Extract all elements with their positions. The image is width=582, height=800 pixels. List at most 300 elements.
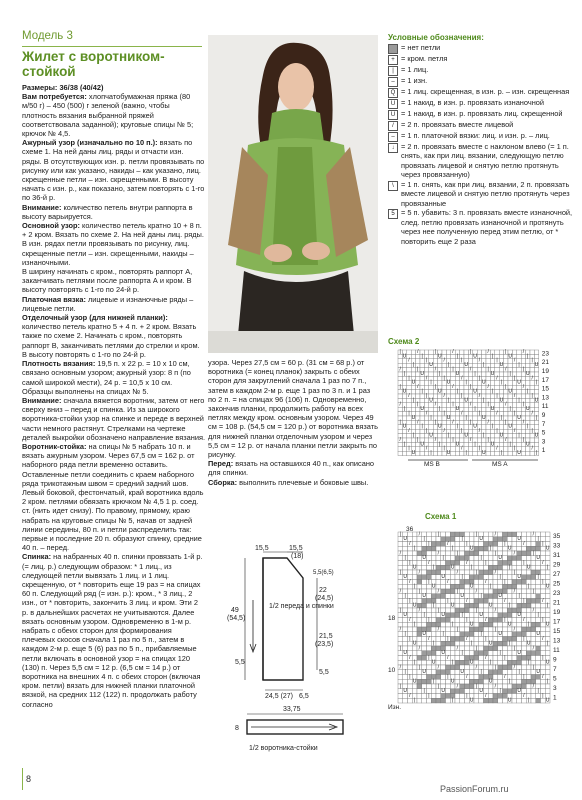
chart-cell [460,438,464,442]
legend-items [388,43,573,247]
chart-cell [503,622,508,627]
chart-cell [473,451,477,455]
chart-cell [512,593,520,599]
chart-cell-symbol: / [417,419,419,426]
chart-cell [479,641,484,646]
chart-cell-symbol: / [513,626,516,633]
chart-cell-symbol: U [403,688,407,694]
chart-cell [486,451,490,455]
chart-cell-symbol: U [517,450,521,457]
chart-cell [455,632,460,637]
chart-cell [451,407,455,411]
chart-cell [460,689,465,694]
chart-cell [431,689,436,694]
chart-cell [479,580,484,585]
chart-cell-symbol: | [480,669,482,675]
chart-cell-symbol: | [532,588,535,595]
chart-cell-symbol: U [455,406,460,413]
chart-cell-symbol: U [464,397,469,404]
chart-cell [517,565,522,570]
chart-cell-symbol: | [537,688,539,694]
chart-cell [429,354,433,358]
chart-cell-symbol: / [542,597,544,604]
chart-cell [427,684,432,689]
chart-cell-symbol: | [461,392,463,399]
measure-24-5-27: 24,5 (27) [265,693,294,700]
chart-cell [398,694,403,699]
chart-cell-symbol: / [496,375,498,382]
chart-cell [484,583,492,590]
chart-cell [536,599,541,604]
chart-cell [460,451,464,455]
chart-cell [441,698,446,703]
chart-cell [403,546,408,551]
chart-cell-symbol: U [441,688,445,694]
chart-cell [530,438,534,442]
chart-cell [526,376,530,380]
chart-cell [526,556,531,561]
chart-cell [504,359,508,363]
chart-cell [441,594,446,599]
chart-cell-symbol: U [498,555,502,561]
chart-cell-symbol: U [507,545,512,552]
chart-cell [465,608,470,613]
chart-cell [403,656,408,661]
chart-cell [455,612,463,618]
chart-cell-symbol: / [485,654,487,661]
chart-cell-symbol: U [460,669,464,675]
chart-cell [446,561,451,566]
chart-cell [442,398,446,402]
chart-cell [517,622,522,627]
chart-cell-symbol: U [525,406,530,413]
chart-cell-symbol: | [518,669,520,675]
chart-cell [465,656,470,661]
chart-cell-symbol: | [504,616,506,623]
chart-cell [503,551,508,556]
chart-cell [521,390,525,394]
chart-cell [407,381,411,385]
chart-cell-symbol: | [518,362,520,369]
chart-cell [484,627,489,632]
chart-cell [427,532,432,537]
chart-cell [465,570,470,575]
schema-1-bottom-label: Изн. [388,704,402,711]
row-number-label: 13 [541,394,550,402]
chart-cell [398,376,402,380]
chart-cell-symbol: | [513,375,516,382]
sizes-text: Размеры: 36/38 (40/42) [22,83,104,92]
chart-cell-symbol: U [412,602,417,609]
chart-cell [455,381,459,385]
chart-cell [536,641,541,646]
chart-cell [499,425,503,429]
chart-cell [450,594,455,599]
legend-symbol-icon: U [388,110,398,120]
chart-cell [484,565,489,570]
chart-cell-symbol: | [423,612,425,618]
chart-cell-symbol: | [474,441,476,448]
chart-cell [526,532,531,537]
chart-cell [517,641,522,646]
row-number-label: 35 [553,532,561,540]
chart-cell [417,542,422,547]
chart-cell [441,542,446,547]
chart-cell-symbol: | [505,384,507,391]
chart-cell [486,442,490,446]
chart-cell-symbol: | [475,607,478,614]
chart-cell [526,594,531,599]
chart-cell [398,580,403,585]
chart-cell [398,359,402,363]
chart-cell-symbol: | [527,388,529,395]
legend-item [388,54,573,65]
measure-24-5: (24,5) [315,595,334,602]
chart-cell [464,354,468,358]
chart-cell-symbol: | [470,640,473,647]
chart-cell-symbol: | [432,640,435,647]
model-photo-illustration [208,35,378,353]
chart-cell [507,589,512,594]
chart-cell [412,651,417,656]
chart-cell-symbol: | [518,593,520,599]
chart-cell [517,580,522,585]
chart-cell [398,631,406,637]
chart-cell [522,575,527,580]
chart-cell [446,613,451,618]
chart-cell [468,394,472,398]
chart-cell-symbol: U [441,574,445,580]
chart-cell [424,350,428,354]
legend-symbol-icon: / [388,121,398,131]
chart-cell-symbol: | [418,664,421,671]
chart-cell-symbol: U [479,612,483,618]
chart-cell [503,584,508,589]
chart-cell-symbol: | [546,602,549,609]
chart-cell-symbol: | [434,348,437,355]
chart-cell [541,646,546,651]
chart-cell [441,670,446,675]
row-number-label: 25 [553,580,561,588]
chart-cell-symbol: | [447,597,449,604]
chart-cell [498,637,503,642]
chart-cell [455,536,463,542]
chart-cell [460,546,465,551]
chart-cell [412,551,417,556]
chart-cell [517,597,525,604]
chart-cell [427,670,432,675]
chart-cell-symbol: / [428,635,430,642]
chart-cell [469,651,474,656]
chart-cell [474,555,482,561]
chart-cell-symbol: U [441,650,445,656]
chart-cell [490,381,494,385]
chart-cell-symbol: / [522,419,525,426]
chart-cell-symbol: | [522,401,525,408]
chart-cell [446,665,451,670]
chart-cell [479,679,484,684]
chart-cell [422,599,427,604]
chart-cell [531,536,539,542]
chart-cell-symbol: / [437,664,440,671]
chart-cell [493,584,498,589]
chart-cell-symbol: U [412,678,417,685]
chart-cell-symbol: U [490,370,495,377]
chart-cell [503,546,508,551]
chart-cell [482,350,486,354]
chart-cell [522,665,527,670]
chart-cell [498,540,506,547]
legend-symbol-icon: | [388,66,398,76]
chart-cell [422,570,427,575]
legend-item [388,120,573,131]
chart-cell-symbol: / [487,384,489,391]
chart-cell [526,398,530,402]
chart-cell [479,584,484,589]
chart-cell [411,420,415,424]
assembly-text: выполнить плечевые и боковые швы. [239,477,369,487]
chart-cell-symbol: | [513,410,516,417]
chart-cell [498,561,503,566]
chart-cell-symbol: / [542,673,544,680]
chart-cell [460,551,465,556]
chart-cell [398,613,403,618]
chart-cell-symbol: | [532,664,535,671]
chart-cell [450,632,455,637]
chart-cell [469,627,474,632]
chart-cell [438,447,442,451]
chart-cell [484,589,489,594]
chart-cell-symbol: | [451,545,454,552]
chart-cell [460,403,464,407]
chart-cell [498,608,503,613]
chart-cell [469,570,474,575]
legend-text: = 1 лиц. [401,64,429,74]
chart-cell-symbol: | [531,357,533,364]
chart-cell [424,381,428,385]
chart-cell [398,407,402,411]
chart-cell [455,398,459,402]
chart-cell [411,390,415,394]
chart-cell [455,698,460,703]
chart-cell [460,416,464,420]
chart-cell [468,359,472,363]
chart-cell [495,381,499,385]
chart-cell [479,546,484,551]
legend-text: = 2 п. провязать вместе лицевой [401,119,514,129]
chart-cell [442,350,446,354]
chart-cell [531,622,536,627]
chart-cell-symbol: | [461,428,463,435]
chart-cell [526,546,531,551]
chart-cell-symbol: | [442,631,444,637]
chart-cell [417,651,422,656]
chart-cell [441,589,446,594]
legend-text: = 1 накид, в изн. р. провязать изнаночной [401,97,545,107]
chart-cell-symbol: | [412,432,415,439]
chart-cell [420,398,424,402]
chart-cell [477,434,481,438]
chart-cell [512,689,517,694]
chart-cell [469,608,474,613]
chart-cell-symbol: U [402,353,407,360]
chart-cell [431,589,436,594]
chart-cell [431,646,436,651]
chart-cell [534,420,538,424]
chart-cell [504,407,508,411]
chart-cell [403,584,408,589]
chart-cell [431,556,436,561]
chart-cell [441,584,446,589]
legend-item [388,180,573,209]
chart-cell [536,616,544,623]
chart-cell-symbol: | [432,678,435,685]
chart-cell [473,416,477,420]
chart-cell [493,675,498,680]
chart-cell-symbol: / [409,578,411,585]
chart-cell [422,584,427,589]
chart-cell-symbol: | [412,362,415,369]
chart-cell-symbol: | [404,593,406,599]
chart-cell-symbol: | [421,423,423,430]
chart-cell-symbol: | [500,450,503,457]
chart-cell [446,532,451,537]
chart-cell [530,350,534,354]
chart-cell-symbol: | [504,578,506,585]
chart-cell-symbol: U [507,621,512,628]
chart-cell [531,694,536,699]
chart-cell [508,363,512,367]
chart-cell [534,390,538,394]
chart-cell [438,398,442,402]
chart-cell [424,451,428,455]
chart-cell [521,407,525,411]
chart-cell [427,622,432,627]
chart-cell [460,692,468,699]
chart-cell [474,580,479,585]
chart-cell-symbol: / [408,357,410,364]
chart-cell [473,434,477,438]
chart-cell [446,659,454,666]
chart-cell [484,532,489,537]
chart-cell [512,532,517,537]
measure-54-5: (54,5) [227,615,246,622]
chart-cell [522,546,527,551]
chart-cell-symbol: / [447,654,449,661]
chart-cell [455,394,459,398]
chart-cell [545,532,550,537]
row-number-label: 27 [553,570,561,578]
chart-cell-symbol: U [517,414,521,421]
lace-pattern-text: вязать по схеме 1. На ней даны лиц. ряды и отчасти изн. ряды. В отсутствующих изн. р. петли провязывать по рисунку или как указано, накиды – как указано, лиц. скрещенные петли – изн. скрещенными. В высоту начать с изн. р., как показано, затем повторять с 1-го по 36-й р. [22,138,205,203]
chart-cell [427,678,435,685]
chart-cell [521,394,525,398]
chart-cell-symbol: / [409,540,411,547]
chart-cell [517,403,521,407]
chart-cell [398,429,402,433]
chart-cell [486,394,490,398]
chart-cell [402,394,406,398]
chart-cell [431,594,436,599]
chart-cell [531,637,536,642]
chart-cell [408,551,413,556]
chart-cell-symbol: | [496,392,498,399]
chart-cell [436,698,441,703]
chart-cell-symbol: | [489,545,492,552]
chart-cell [477,368,481,372]
chart-cell [431,537,436,542]
chart-cell-symbol: | [535,414,538,421]
chart-cell [517,425,521,429]
chart-cell [422,565,427,570]
chart-cell [431,618,436,623]
chart-cell-symbol: | [499,650,501,656]
chart-cell [498,694,503,699]
chart-cell-symbol: | [425,392,428,399]
chart-cell [534,425,538,429]
chart-cell [408,570,413,575]
chart-cell [488,627,493,632]
chart-cell-symbol: / [531,375,533,382]
chart-cell [464,385,468,389]
chart-cell [522,684,527,689]
chart-cell [503,632,508,637]
chart-cell [488,551,493,556]
chart-cell [433,451,437,455]
chart-cell [455,656,460,661]
chart-cell-symbol: U [431,659,436,666]
chart-cell-symbol: U [498,631,502,637]
chart-cell-symbol: U [412,640,417,647]
chart-cell [484,670,489,675]
chart-cell [446,425,450,429]
chart-cell [420,447,424,451]
chart-cell-symbol: U [429,432,433,439]
chart-cell [460,627,465,632]
chart-cell [420,434,424,438]
chart-cell-symbol: | [456,423,459,430]
chart-cell-symbol: | [428,692,430,699]
chart-cell [438,429,442,433]
row-number-label: 3 [553,684,557,692]
chart-cell-symbol: U [481,414,486,421]
chart-cell [429,368,433,372]
chart-cell [479,565,484,570]
chart-cell [422,675,427,680]
chart-cell [526,632,531,637]
chart-cell [493,542,498,547]
chart-cell [408,665,413,670]
chart-cell-symbol: | [428,540,430,547]
legend-title: Условные обозначения: [388,33,484,42]
chart-cell [479,635,487,642]
chart-cell [403,597,411,604]
schema-1-top-label: 36 [406,526,414,533]
chart-cell-symbol: / [485,616,487,623]
back-text: на набранных 40 п. спинки провязать 1-й р. (= лиц. р.) следующим образом: * 1 лиц., из следующей петли вывязать 1 лиц. и 1 лиц. скрещенную, от * повторить еще 19 раз = на спицах 60 п. Следующий ряд (= изн. р.): кром., * 3 лиц., 2 изн., от * повторить, закончить 3 лиц. и кром. Эти 2 р. в дальнейших расчетах не учитываются. Далее вязать основным узором. Одновременно в 1-м р. набрать с обеих сторон для формирования плечевых скосов сначала 1 раз по 5 п., затем в каждом 2-м р. еще 5 (6) раз по 5 п., прибавляемые петли включать в основной узор = на спицах 120 (130) п. Через 5,5 см = 12 р. (6,5 см = 14 р.) от воротника на внешних 4 п. с обеих сторон (включая кром. петли) вязать для нижней планки платочной вязкой, на средних 112 (122) п. продолжать работу согласно [22,552,203,709]
chart-cell [469,684,474,689]
chart-cell [530,363,534,367]
chart-cell [490,359,494,363]
chart-cell-symbol: / [505,366,507,373]
chart-cell [417,575,422,580]
chart-cell [488,556,493,561]
chart-cell [465,651,470,656]
measure-18: (18) [291,553,304,560]
chart-cell [499,368,503,372]
chart-cell-symbol: / [496,410,498,417]
pattern-diagram [225,540,385,770]
